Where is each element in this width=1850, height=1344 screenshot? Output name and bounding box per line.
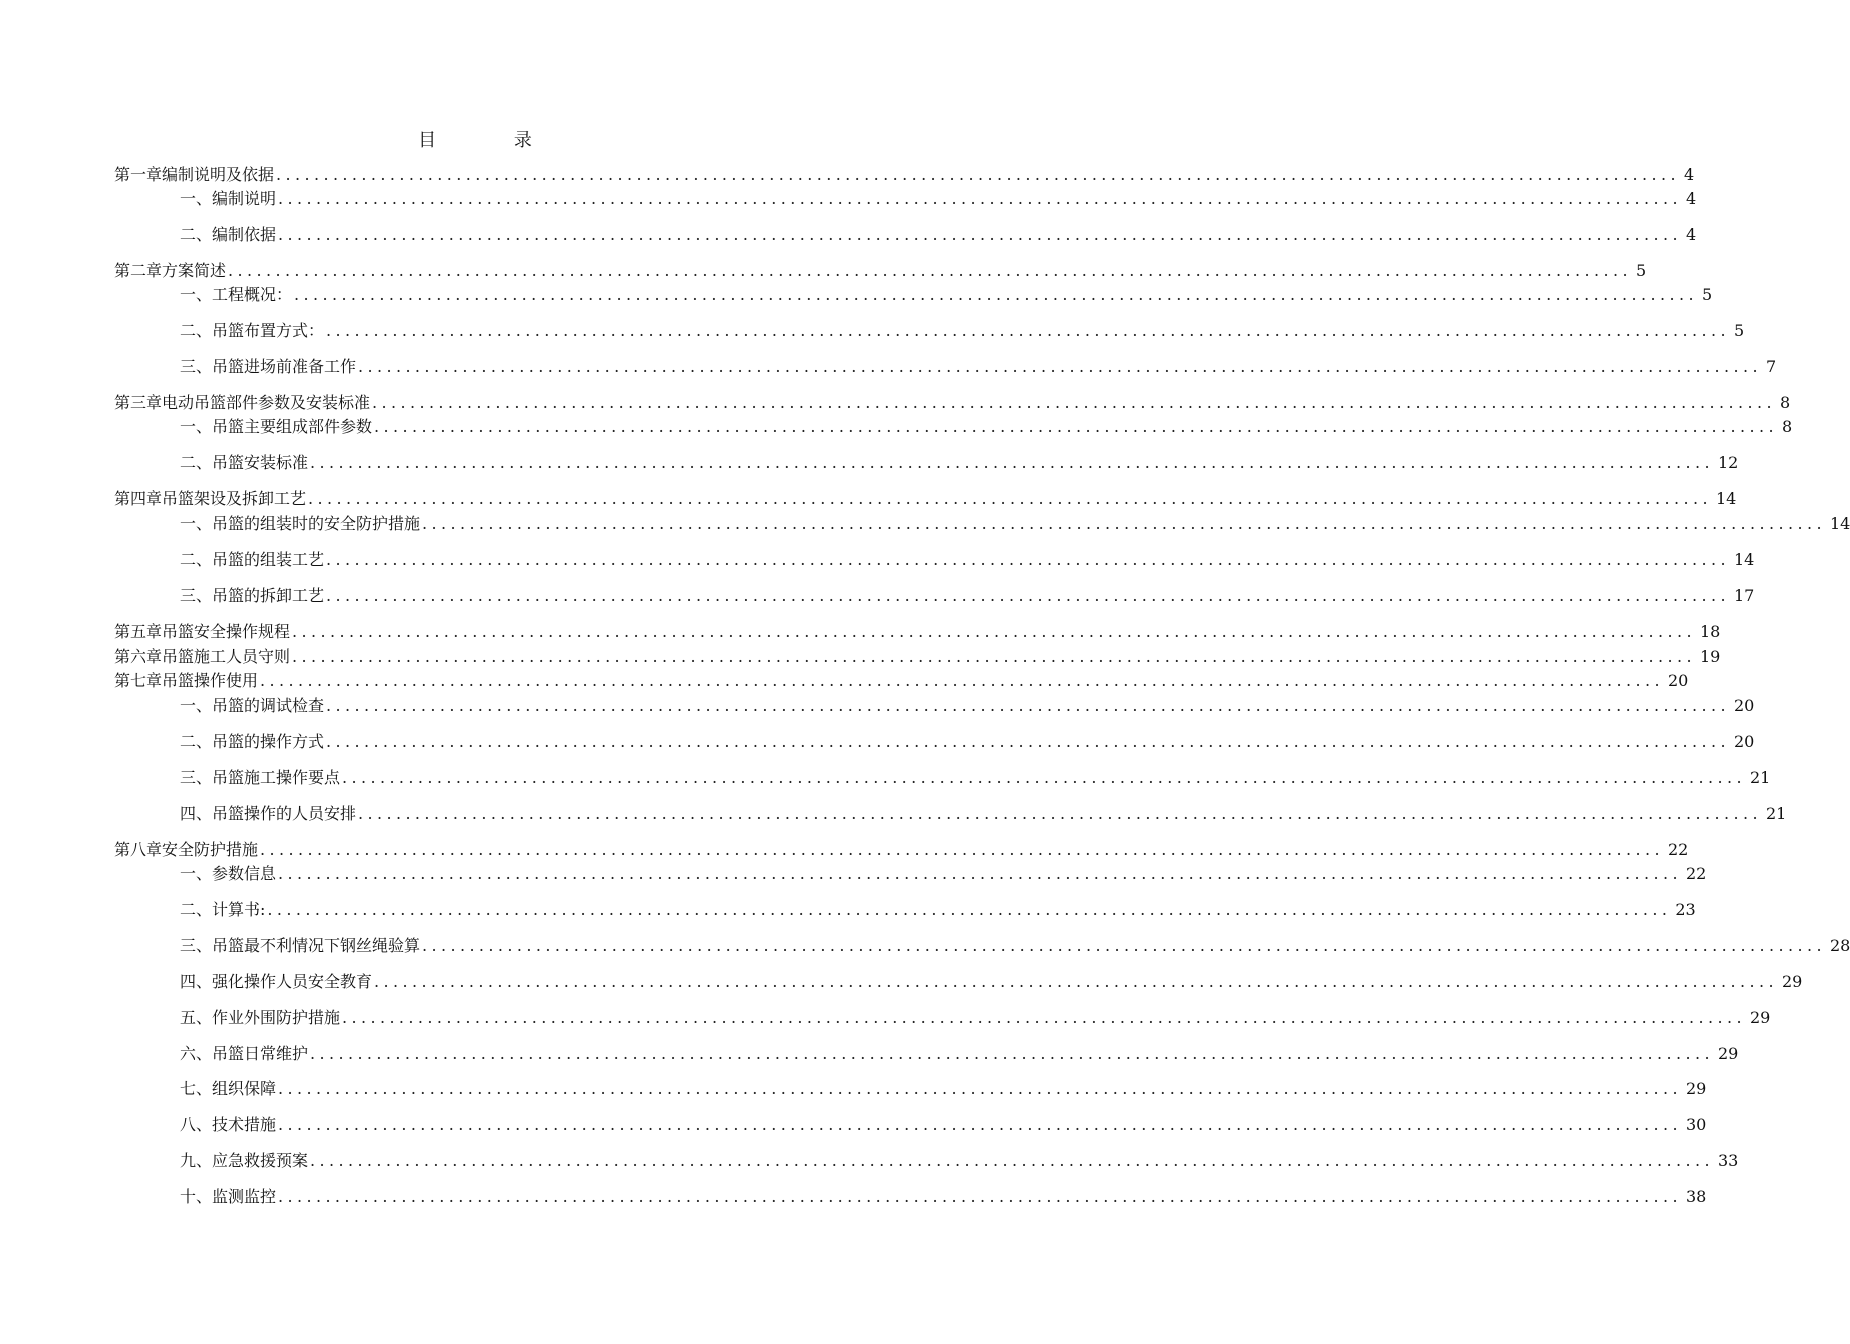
toc-chapter-5[interactable] (114, 621, 1721, 643)
page-number: 14 (1733, 550, 1755, 569)
dot-leader: .................................................................................................................................................... (342, 1008, 1746, 1027)
page-number: 8 (1779, 393, 1791, 412)
toc-section-2-2[interactable] (180, 320, 1745, 342)
dot-leader: .................................................................................................................................................... (374, 417, 1778, 436)
dot-leader: .................................................................................................................................................... (310, 1151, 1714, 1170)
dot-leader: .................................................................................................................................................... (342, 768, 1746, 787)
section-title: 二、吊篮布置方式： (180, 321, 325, 340)
page-number: 5 (1635, 261, 1647, 280)
toc-section-1-1[interactable] (180, 188, 1697, 210)
page-number: 30 (1685, 1115, 1707, 1134)
toc-section-8-1[interactable] (180, 863, 1707, 885)
dot-leader: .................................................................................................................................................... (422, 936, 1826, 955)
dot-leader: .................................................................................................................................................... (260, 840, 1664, 859)
dot-leader: .................................................................................................................................................... (267, 900, 1672, 919)
chapter-number: 第二章 (114, 261, 163, 280)
toc-section-7-2[interactable] (180, 731, 1755, 753)
page-number: 4 (1685, 225, 1697, 244)
toc-section-4-3[interactable] (180, 585, 1755, 607)
section-title: 一、吊篮主要组成部件参数 (180, 417, 373, 436)
section-title: 二、吊篮安装标准 (180, 453, 309, 472)
section-title: 十、监测监控 (180, 1187, 277, 1206)
page-number: 4 (1683, 165, 1695, 184)
page-number: 5 (1701, 285, 1713, 304)
chapter-title: 编制说明及依据 (162, 165, 275, 184)
chapter-title: 安全防护措施 (162, 840, 259, 859)
chapter-number: 第六章 (114, 647, 163, 666)
toc-chapter-6[interactable] (114, 646, 1721, 668)
section-title: 九、应急救援预案 (180, 1151, 309, 1170)
section-title: 三、吊篮进场前准备工作 (180, 357, 357, 376)
section-title: 四、强化操作人员安全教育 (180, 972, 373, 991)
section-title: 八、技术措施 (180, 1115, 277, 1134)
chapter-number: 第三章 (114, 393, 163, 412)
page-number: 19 (1699, 647, 1721, 666)
dot-leader: .................................................................................................................................................... (326, 321, 1730, 340)
toc-chapter-3[interactable] (114, 392, 1791, 414)
page-number: 20 (1733, 696, 1755, 715)
toc-section-7-1[interactable] (180, 695, 1755, 717)
toc-section-2-3[interactable] (180, 356, 1777, 378)
dot-leader: .................................................................................................................................................... (294, 285, 1698, 304)
toc-section-4-2[interactable] (180, 549, 1755, 571)
section-title: 六、吊篮日常维护 (180, 1044, 309, 1063)
page-number: 29 (1749, 1008, 1771, 1027)
toc-title: 目 录 (418, 130, 568, 151)
dot-leader: .................................................................................................................................................... (278, 1187, 1682, 1206)
dot-leader: .................................................................................................................................................... (310, 453, 1714, 472)
dot-leader: .................................................................................................................................................... (278, 864, 1682, 883)
section-title: 三、吊篮的拆卸工艺 (180, 586, 325, 605)
toc-chapter-7[interactable] (114, 670, 1689, 692)
section-title: 三、吊篮施工操作要点 (180, 768, 341, 787)
section-title: 二、编制依据 (180, 225, 277, 244)
toc-section-8-2[interactable] (180, 899, 1696, 921)
section-title: 七、组织保障 (180, 1079, 277, 1098)
page-number: 33 (1717, 1151, 1739, 1170)
section-title: 一、吊篮的调试检查 (180, 696, 325, 715)
dot-leader: .................................................................................................................................................... (326, 586, 1730, 605)
chapter-title: 吊篮架设及拆卸工艺 (162, 489, 307, 508)
chapter-title: 吊篮安全操作规程 (162, 622, 291, 641)
chapter-title: 方案简述 (162, 261, 227, 280)
dot-leader: .................................................................................................................................................... (308, 489, 1712, 508)
section-title: 二、吊篮的操作方式 (180, 732, 325, 751)
chapter-title: 吊篮施工人员守则 (162, 647, 291, 666)
toc-chapter-8[interactable] (114, 839, 1689, 861)
dot-leader: .................................................................................................................................................... (326, 696, 1730, 715)
page-number: 29 (1781, 972, 1803, 991)
section-title: 二、吊篮的组装工艺 (180, 550, 325, 569)
toc-section-1-2[interactable] (180, 224, 1697, 246)
dot-leader: .................................................................................................................................................... (358, 357, 1762, 376)
chapter-number: 第一章 (114, 165, 163, 184)
toc-section-8-10[interactable] (180, 1186, 1707, 1208)
toc-section-8-4[interactable] (180, 971, 1803, 993)
toc-section-8-8[interactable] (180, 1114, 1707, 1136)
toc-section-3-2[interactable] (180, 452, 1739, 474)
toc-section-8-5[interactable] (180, 1007, 1771, 1029)
dot-leader: .................................................................................................................................................... (228, 261, 1632, 280)
section-title: 一、参数信息 (180, 864, 277, 883)
page-number: 29 (1685, 1079, 1707, 1098)
section-title: 四、吊篮操作的人员安排 (180, 804, 357, 823)
page-number: 17 (1733, 586, 1755, 605)
toc-section-3-1[interactable] (180, 416, 1793, 438)
page-number: 22 (1667, 840, 1689, 859)
dot-leader: .................................................................................................................................................... (374, 972, 1778, 991)
toc-section-7-4[interactable] (180, 803, 1787, 825)
dot-leader: .................................................................................................................................................... (326, 732, 1730, 751)
page-number: 38 (1685, 1187, 1707, 1206)
toc-section-7-3[interactable] (180, 767, 1771, 789)
page-number: 22 (1685, 864, 1707, 883)
page-number: 12 (1717, 453, 1739, 472)
page-number: 18 (1699, 622, 1721, 641)
page-number: 20 (1667, 671, 1689, 690)
toc-chapter-2[interactable] (114, 260, 1647, 282)
page-number: 8 (1781, 417, 1793, 436)
chapter-title: 电动吊篮部件参数及安装标准 (162, 393, 371, 412)
page-number: 21 (1749, 768, 1771, 787)
page-number: 29 (1717, 1044, 1739, 1063)
toc-section-8-9[interactable] (180, 1150, 1739, 1172)
dot-leader: .................................................................................................................................................... (310, 1044, 1714, 1063)
chapter-number: 第八章 (114, 840, 163, 859)
toc-chapter-1[interactable] (114, 164, 1695, 186)
dot-leader: .................................................................................................................................................... (278, 189, 1682, 208)
page-number: 4 (1685, 189, 1697, 208)
dot-leader: .................................................................................................................................................... (292, 622, 1696, 641)
dot-leader: .................................................................................................................................................... (278, 1079, 1682, 1098)
toc-section-8-3[interactable] (180, 935, 1850, 957)
section-title: 二、计算书: (180, 900, 266, 919)
section-title: 一、编制说明 (180, 189, 277, 208)
section-title: 五、作业外围防护措施 (180, 1008, 341, 1027)
dot-leader: .................................................................................................................................................... (326, 550, 1730, 569)
page-number: 23 (1675, 900, 1696, 919)
dot-leader: .................................................................................................................................................... (422, 514, 1826, 533)
toc-section-8-7[interactable] (180, 1078, 1707, 1100)
section-title: 一、吊篮的组装时的安全防护措施 (180, 514, 421, 533)
dot-leader: .................................................................................................................................................... (372, 393, 1776, 412)
toc-section-4-1[interactable] (180, 513, 1850, 535)
chapter-number: 第四章 (114, 489, 163, 508)
dot-leader: .................................................................................................................................................... (276, 165, 1680, 184)
section-title: 三、吊篮最不利情况下钢丝绳验算 (180, 936, 421, 955)
dot-leader: .................................................................................................................................................... (278, 1115, 1682, 1134)
page-number: 20 (1733, 732, 1755, 751)
page-number: 14 (1829, 514, 1850, 533)
page-number: 7 (1765, 357, 1777, 376)
toc-section-2-1[interactable] (180, 284, 1713, 306)
toc-section-8-6[interactable] (180, 1043, 1739, 1065)
page-number: 28 (1829, 936, 1850, 955)
chapter-number: 第七章 (114, 671, 163, 690)
section-title: 一、工程概况： (180, 285, 293, 304)
dot-leader: .................................................................................................................................................... (292, 647, 1696, 666)
page-number: 14 (1715, 489, 1737, 508)
page-number: 21 (1765, 804, 1787, 823)
toc-chapter-4[interactable] (114, 488, 1737, 510)
chapter-title: 吊篮操作使用 (162, 671, 259, 690)
chapter-number: 第五章 (114, 622, 163, 641)
dot-leader: .................................................................................................................................................... (260, 671, 1664, 690)
dot-leader: .................................................................................................................................................... (278, 225, 1682, 244)
page-number: 5 (1733, 321, 1745, 340)
dot-leader: .................................................................................................................................................... (358, 804, 1762, 823)
